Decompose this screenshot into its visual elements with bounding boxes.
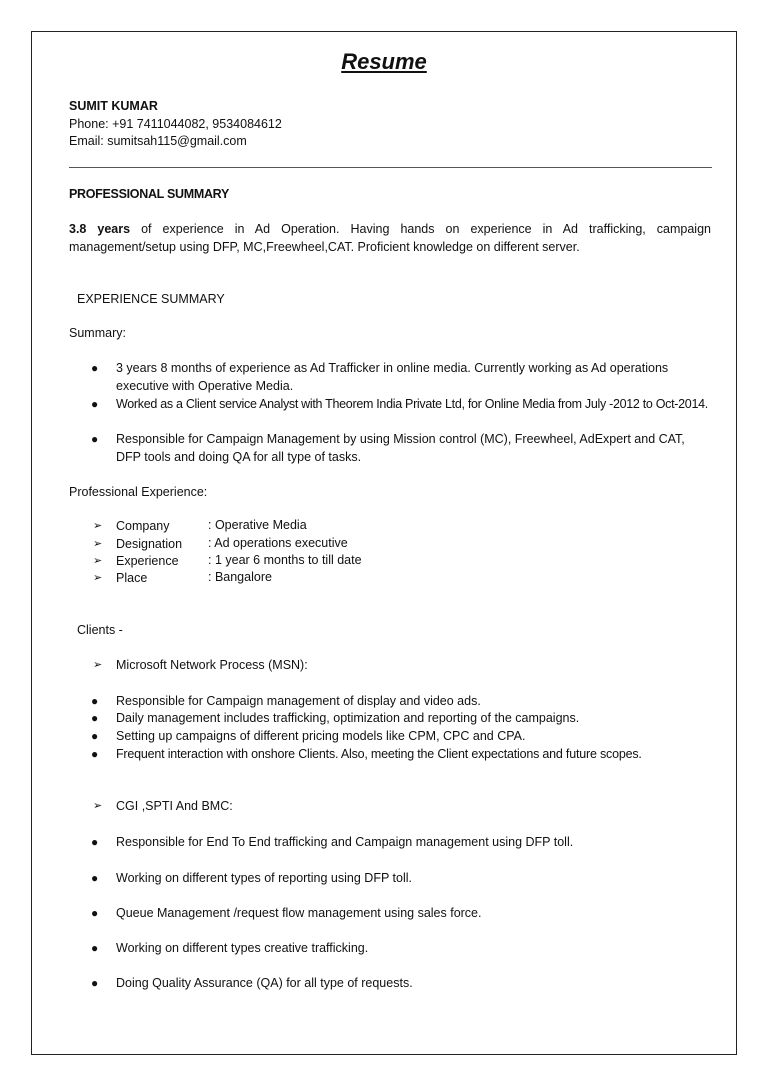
phone-line: Phone: +91 7411044082, 9534084612 — [69, 117, 282, 131]
experience-value-company: : Operative Media — [208, 518, 307, 532]
arrow-bullet-icon: ➢ — [93, 572, 103, 584]
email-line: Email: sumitsah115@gmail.com — [69, 134, 247, 148]
header-divider — [69, 167, 712, 168]
client-msn-name: Microsoft Network Process (MSN): — [116, 658, 308, 672]
bullet-icon: ● — [91, 397, 99, 411]
arrow-bullet-icon: ➢ — [93, 520, 103, 532]
arrow-bullet-icon: ➢ — [93, 555, 103, 567]
bullet-icon: ● — [91, 361, 99, 375]
summary-body: of experience in Ad Operation. Having hands on experience in Ad trafficking, campaign management/setup using DFP, MC,Freewheel,CAT. Proficient knowledge on different server. — [69, 222, 711, 254]
clients-heading: Clients - — [77, 623, 123, 637]
candidate-name: SUMIT KUMAR — [69, 99, 158, 113]
professional-summary-text — [69, 220, 711, 256]
list-item: Frequent interaction with onshore Clients. Also, meeting the Client expectations and future scopes. — [116, 747, 642, 761]
list-item: Working on different types creative trafficking. — [116, 941, 369, 955]
list-item: Worked as a Client service Analyst with Theorem India Private Ltd, for Online Media from July -2012 to Oct-2014. — [116, 397, 708, 411]
summary-years: 3.8 years — [69, 222, 131, 236]
list-item: 3 years 8 months of experience as Ad Trafficker in online media. Currently working as Ad operations executive with Operative Media. — [116, 361, 669, 393]
experience-label-designation: Designation — [116, 537, 183, 551]
experience-label-company: Company — [116, 519, 170, 533]
list-item: Responsible for End To End trafficking and Campaign management using DFP toll. — [116, 835, 574, 849]
list-item: Responsible for Campaign Management by using Mission control (MC), Freewheel, AdExpert and CAT, DFP tools and doing QA for all type of tasks. — [116, 432, 685, 464]
list-item: Daily management includes trafficking, optimization and reporting of the campaigns. — [116, 711, 580, 725]
professional-experience-heading: Professional Experience: — [69, 485, 208, 499]
experience-label-place: Place — [116, 571, 148, 585]
arrow-bullet-icon: ➢ — [93, 800, 103, 812]
bullet-icon: ● — [91, 835, 99, 849]
experience-value-experience: : 1 year 6 months to till date — [208, 553, 362, 567]
list-item: Working on different types of reporting using DFP toll. — [116, 871, 412, 885]
arrow-bullet-icon: ➢ — [93, 538, 103, 550]
professional-summary-heading: PROFESSIONAL SUMMARY — [69, 187, 229, 201]
experience-value-place: : Bangalore — [208, 570, 272, 584]
bullet-icon: ● — [91, 729, 99, 743]
list-item: Doing Quality Assurance (QA) for all type of requests. — [116, 976, 413, 990]
bullet-icon: ● — [91, 694, 99, 708]
experience-value-designation: : Ad operations executive — [208, 536, 348, 550]
list-item: Responsible for Campaign management of display and video ads. — [116, 694, 481, 708]
arrow-bullet-icon: ➢ — [93, 659, 103, 671]
bullet-icon: ● — [91, 747, 99, 761]
bullet-icon: ● — [91, 871, 99, 885]
summary-label: Summary: — [69, 326, 126, 340]
list-item: Queue Management /request flow management using sales force. — [116, 906, 482, 920]
page-title: Resume — [341, 49, 427, 74]
bullet-icon: ● — [91, 711, 99, 725]
experience-summary-heading: EXPERIENCE SUMMARY — [77, 292, 225, 306]
bullet-icon: ● — [91, 976, 99, 990]
bullet-icon: ● — [91, 906, 99, 920]
bullet-icon: ● — [91, 432, 99, 446]
client-cgi-name: CGI ,SPTI And BMC: — [116, 799, 233, 813]
experience-label-experience: Experience — [116, 554, 179, 568]
list-item: Setting up campaigns of different pricing models like CPM, CPC and CPA. — [116, 729, 526, 743]
bullet-icon: ● — [91, 941, 99, 955]
